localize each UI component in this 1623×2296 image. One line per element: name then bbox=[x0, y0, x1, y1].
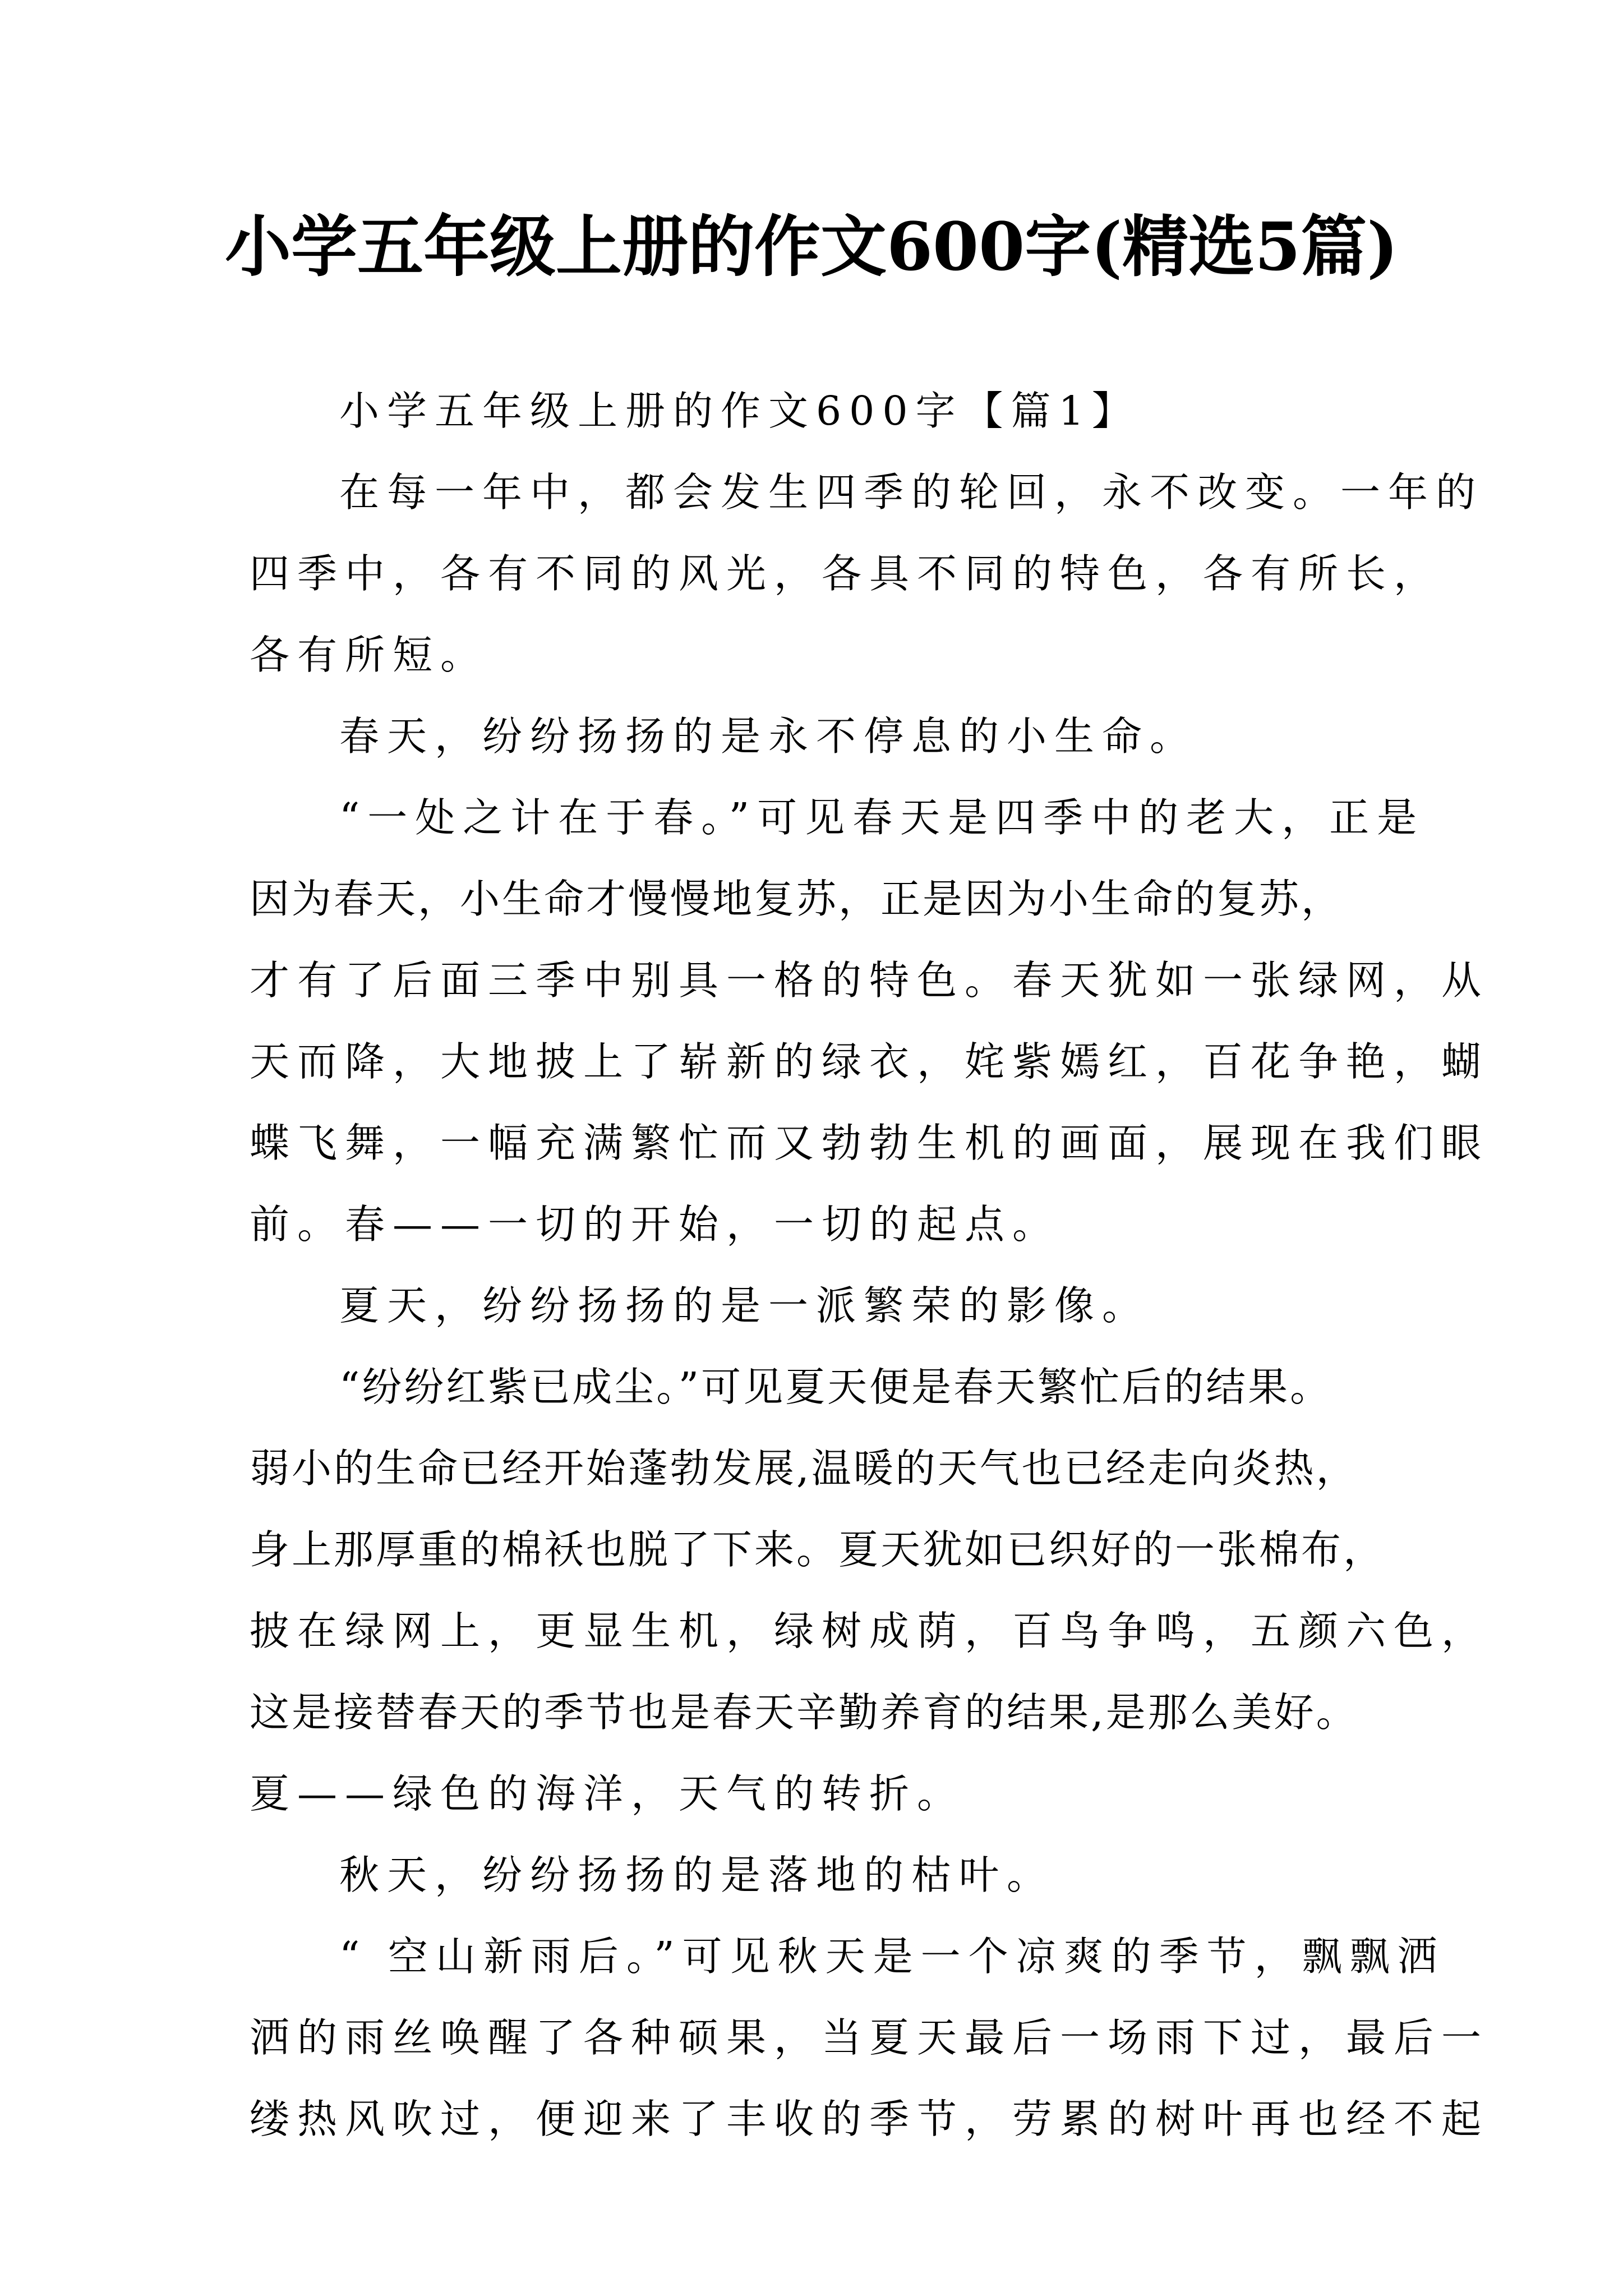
paragraph-line: 秋天，纷纷扬扬的是落地的枯叶。 bbox=[339, 1852, 1055, 1898]
document-body bbox=[250, 370, 1490, 2160]
paragraph-line: 蝶飞舞，一幅充满繁忙而又勃勃生机的画面，展现在我们眼 bbox=[250, 1120, 1490, 1166]
paragraph-line: 披在绿网上，更显生机，绿树成荫，百鸟争鸣，五颜六色， bbox=[250, 1608, 1490, 1654]
paragraph-line: 身上那厚重的棉袄也脱了下来。夏天犹如已织好的一张棉布， bbox=[250, 1526, 1386, 1573]
paragraph-line: 才有了后面三季中别具一格的特色。春天犹如一张绿网，从 bbox=[250, 957, 1490, 1004]
paragraph-line: 在每一年中，都会发生四季的轮回，永不改变。一年的 bbox=[339, 469, 1484, 516]
paragraph-line: “纷纷红紫已成尘。”可见夏天便是春天繁忙后的结果。 bbox=[339, 1364, 1332, 1410]
paragraph-line: “ 空山新雨后。”可见秋天是一个凉爽的季节，飘飘洒 bbox=[339, 1933, 1445, 1980]
paragraph-line: 弱小的生命已经开始蓬勃发展,温暖的天气也已经走向炎热， bbox=[250, 1445, 1358, 1492]
paragraph-line: 前。春——一切的开始，一切的起点。 bbox=[250, 1201, 1061, 1248]
paragraph-line: 缕热风吹过，便迎来了丰收的季节，劳累的树叶再也经不起 bbox=[250, 2096, 1490, 2142]
paragraph-line: 这是接替春天的季节也是春天辛勤养育的结果,是那么美好。 bbox=[250, 1689, 1358, 1736]
paragraph-line: 夏天，纷纷扬扬的是一派繁荣的影像。 bbox=[339, 1282, 1150, 1329]
paragraph-line: “一处之计在于春。”可见春天是四季中的老大，正是 bbox=[339, 794, 1425, 841]
paragraph-line: 因为春天，小生命才慢慢地复苏，正是因为小生命的复苏， bbox=[250, 876, 1344, 922]
paragraph-line: 各有所短。 bbox=[250, 632, 488, 678]
paragraph-line: 四季中，各有不同的风光，各具不同的特色，各有所长， bbox=[250, 550, 1442, 597]
section-heading: 小学五年级上册的作文600字【篇1】 bbox=[339, 388, 1140, 434]
paragraph-line: 洒的雨丝唤醒了各种硕果，当夏天最后一场雨下过，最后一 bbox=[250, 2014, 1490, 2061]
paragraph-line: 春天，纷纷扬扬的是永不停息的小生命。 bbox=[339, 713, 1198, 760]
document-title: 小学五年级上册的作文600字(精选5篇) bbox=[224, 208, 1399, 286]
paragraph-line: 天而降，大地披上了崭新的绿衣，姹紫嫣红，百花争艳，蝴 bbox=[250, 1038, 1490, 1085]
paragraph-line: 夏——绿色的海洋，天气的转折。 bbox=[250, 1770, 965, 1817]
